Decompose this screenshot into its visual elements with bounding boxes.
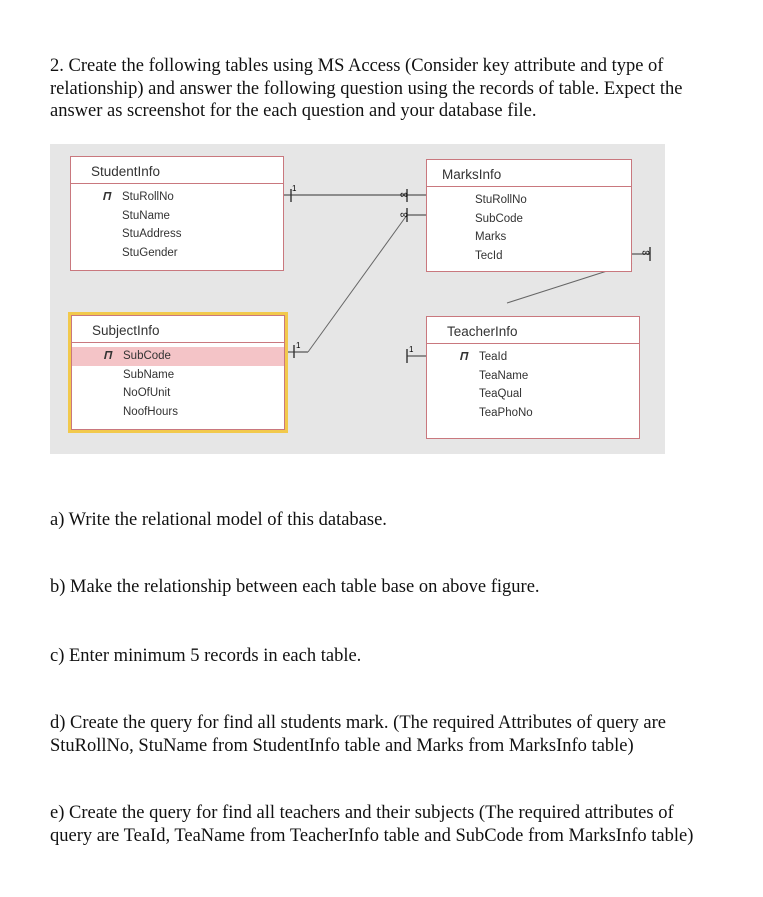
question-a: a) Write the relational model of this database. — [50, 510, 387, 530]
field-label: StuAddress — [122, 228, 182, 240]
field-label: TeaQual — [479, 388, 522, 400]
question-c: c) Enter minimum 5 records in each table. — [50, 646, 362, 666]
table-marksinfo — [426, 159, 632, 272]
rel-label-marks-many-2: ∞ — [400, 209, 408, 221]
field-marks — [427, 228, 631, 247]
rel-label-teacher-one: 1 — [409, 345, 414, 354]
field-teaqual — [427, 385, 639, 404]
field-sturollno — [71, 188, 283, 207]
table-studentinfo — [70, 156, 284, 271]
table-title-teacherinfo: TeacherInfo — [427, 317, 639, 344]
field-label: SubName — [123, 368, 175, 381]
field-label: TecId — [475, 249, 503, 262]
field-label: StuRollNo — [475, 194, 527, 206]
field-teaid — [427, 348, 639, 367]
field-label: StuName — [122, 209, 170, 222]
field-label: TeaName — [479, 369, 529, 382]
question-e: e) Create the query for find all teachers and their subjects (The required attributes of query are TeaId, TeaName from TeacherInfo table and SubCode from MarksInfo table) — [50, 803, 694, 846]
rel-label-subject-one: 1 — [296, 341, 301, 350]
table-subjectinfo — [68, 312, 288, 433]
relationship-diagram — [50, 144, 665, 454]
field-label: SubCode — [123, 350, 171, 362]
field-label: StuRollNo — [122, 191, 174, 203]
key-icon: 𝜫 — [103, 191, 112, 203]
field-subcode — [72, 347, 284, 366]
field-label: SubCode — [475, 212, 523, 225]
field-teaname — [427, 367, 639, 386]
rel-label-marks-many-1: ∞ — [400, 189, 408, 201]
field-sturollno — [427, 191, 631, 210]
field-noofunit — [72, 384, 284, 403]
key-icon: 𝜫 — [460, 351, 469, 363]
field-teaphono — [427, 404, 639, 423]
field-subcode — [427, 210, 631, 229]
question-intro: 2. Create the following tables using MS Access (Consider key attribute and type of relationship) and answer the following question using the records of table. Expect the answer as screenshot for the each question and your database file. — [50, 56, 683, 121]
field-label: TeaId — [479, 351, 508, 363]
question-b: b) Make the relationship between each table base on above figure. — [50, 577, 540, 597]
field-label: NoOfUnit — [123, 387, 171, 399]
field-stugender — [71, 244, 283, 263]
field-stuaddress — [71, 225, 283, 244]
rel-label-marks-many-3: ∞ — [642, 247, 650, 259]
field-subname — [72, 366, 284, 385]
field-label: Marks — [475, 231, 507, 243]
key-icon: 𝜫 — [104, 350, 113, 362]
field-label: TeaPhoNo — [479, 406, 533, 419]
field-label: NoofHours — [123, 405, 178, 418]
question-d: d) Create the query for find all students mark. (The required Attributes of query are StuRollNo, StuName from StudentInfo table and Marks from MarksInfo table) — [50, 713, 666, 756]
table-teacherinfo — [426, 316, 640, 439]
field-label: StuGender — [122, 246, 178, 259]
table-title-studentinfo: StudentInfo — [71, 157, 283, 184]
field-noofhours — [72, 403, 284, 422]
field-stuname — [71, 207, 283, 226]
rel-line-subject-marks-diag — [308, 215, 407, 352]
table-title-marksinfo: MarksInfo — [427, 160, 631, 187]
field-tecid — [427, 247, 631, 266]
table-title-subjectinfo: SubjectInfo — [72, 316, 284, 343]
rel-label-student-one: 1 — [292, 184, 297, 193]
